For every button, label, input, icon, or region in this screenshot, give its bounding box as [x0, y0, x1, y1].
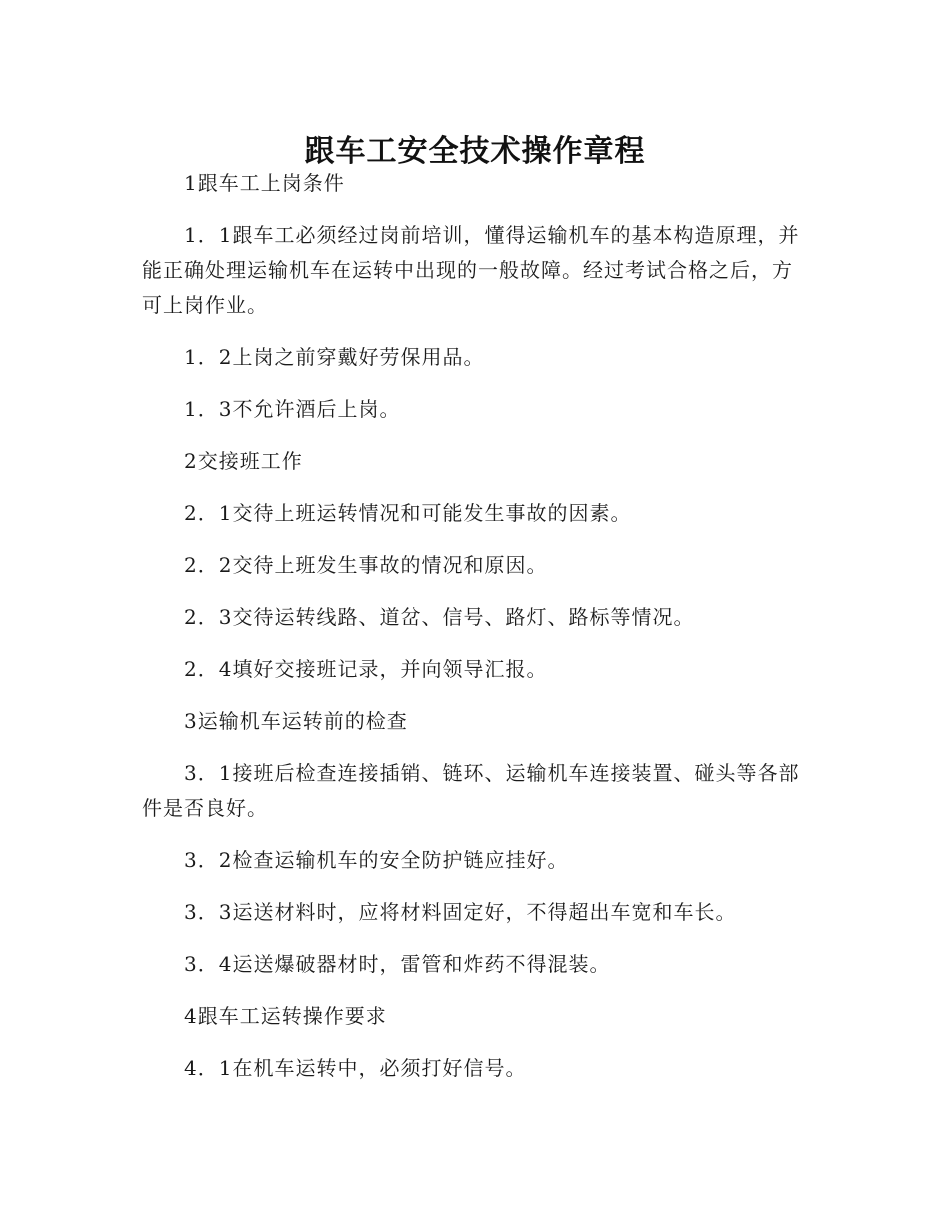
section-heading-2: 2交接班工作	[184, 449, 303, 473]
paragraph-2-2: 2．2交待上班发生事故的情况和原因。	[184, 553, 548, 577]
section-heading-4: 4跟车工运转操作要求	[184, 1004, 387, 1028]
section-heading-3: 3运输机车运转前的检查	[184, 709, 408, 733]
paragraph-3-3: 3．3运送材料时，应将材料固定好，不得超出车宽和车长。	[184, 900, 737, 924]
paragraph-4-1: 4．1在机车运转中，必须打好信号。	[184, 1056, 527, 1080]
document-title: 跟车工安全技术操作章程	[304, 134, 646, 170]
paragraph-1-2: 1．2上岗之前穿戴好劳保用品。	[184, 345, 485, 369]
paragraph-3-1: 3．1接班后检查连接插销、链环、运输机车连接装置、碰头等各部件是否良好。	[142, 761, 800, 820]
section-heading-1: 1跟车工上岗条件	[184, 171, 345, 195]
paragraph-1-3: 1．3不允许酒后上岗。	[184, 397, 401, 421]
document-body	[142, 166, 802, 1103]
paragraph-1-1: 1．1跟车工必须经过岗前培训，懂得运输机车的基本构造原理，并能正确处理运输机车在运转中出现的一般故障。经过考试合格之后，方可上岗作业。	[142, 223, 800, 317]
paragraph-3-4: 3．4运送爆破器材时，雷管和炸药不得混装。	[184, 952, 611, 976]
paragraph-2-1: 2．1交待上班运转情况和可能发生事故的因素。	[184, 501, 632, 525]
paragraph-3-2: 3．2检查运输机车的安全防护链应挂好。	[184, 848, 569, 872]
paragraph-2-3: 2．3交待运转线路、道岔、信号、路灯、路标等情况。	[184, 605, 695, 629]
paragraph-2-4: 2．4填好交接班记录，并向领导汇报。	[184, 657, 548, 681]
